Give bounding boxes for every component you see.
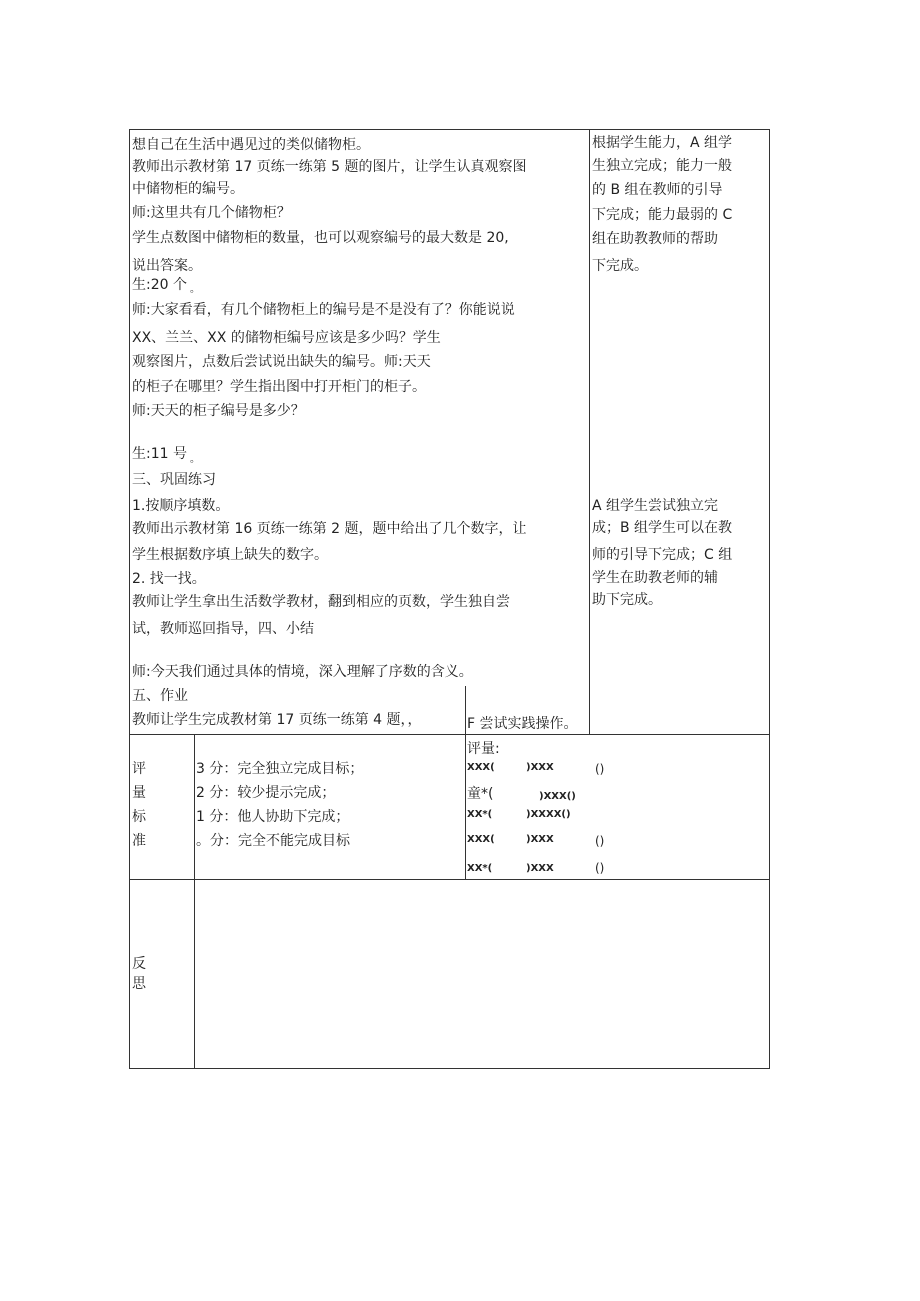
score-name: XXX(	[467, 834, 495, 845]
lesson-text-line: 说出答案。	[132, 258, 202, 274]
lesson-text-mark: 。	[190, 284, 200, 295]
eval-row-top	[129, 734, 770, 735]
eval-label-char: 量	[132, 785, 146, 801]
eval-criterion: 。分：完全不能完成目标	[196, 833, 350, 849]
section-heading: 三、巩固练习	[132, 472, 216, 488]
eval-criterion: 1 分：他人协助下完成；	[196, 809, 350, 825]
lesson-text-line: 试，教师巡回指导，四、小结	[132, 621, 314, 637]
lesson-text-line: 生:11 号	[132, 446, 187, 462]
lesson-text-line: 的柜子在哪里？学生指出图中打开柜门的柜子。	[132, 379, 426, 395]
notes-line: 助下完成。	[592, 592, 662, 608]
reflection-label-char: 思	[132, 976, 146, 992]
eval-criterion: 2 分：较少提示完成；	[196, 785, 336, 801]
lesson-text-line: F 尝试实践操作。	[467, 716, 578, 732]
score-name: XX*(	[467, 863, 493, 874]
section-heading: 五、作业	[132, 688, 188, 704]
score-blank: ()	[595, 762, 605, 776]
notes-line: 学生在助教老师的辅	[592, 570, 718, 586]
homework-divider	[465, 686, 466, 880]
reflection-label-char: 反	[132, 956, 146, 972]
score-name: 童*(	[467, 786, 494, 802]
notes-line: A 组学生尝试独立完	[592, 498, 719, 514]
lesson-text-line: XX、兰兰、XX 的储物柜编号应该是多少吗？学生	[132, 330, 441, 346]
score-value: )XXX	[526, 863, 554, 874]
notes-column-divider	[589, 129, 590, 734]
lesson-text-line: 1.按顺序填数。	[132, 498, 230, 514]
eval-label-char: 标	[132, 809, 146, 825]
lesson-text-line: 生:20 个	[132, 277, 187, 293]
table-bottom-border	[129, 1068, 770, 1069]
lesson-text-line: 学生根据数序填上缺失的数字。	[132, 547, 328, 563]
lesson-text-line: 教师让学生完成教材第 17 页练一练第 4 题，，	[132, 712, 422, 728]
label-column-divider	[194, 734, 195, 1069]
lesson-text-line: 师:大家看看，有几个储物柜上的编号是不是没有了？你能说说	[132, 302, 515, 318]
table-right-border	[769, 129, 770, 1069]
eval-label-char: 准	[132, 833, 146, 849]
eval-label-char: 评	[132, 761, 146, 777]
lesson-text-line: 中储物柜的编号。	[132, 181, 244, 197]
lesson-text-line: 师:今天我们通过具体的情境，深入理解了序数的含义。	[132, 664, 473, 680]
lesson-text-line: 2. 找一找。	[132, 571, 206, 587]
lesson-text-line: 想自己在生活中遇见过的类似储物柜。	[132, 137, 370, 153]
lesson-text-line: 教师出示教材第 17 页练一练第 5 题的图片，让学生认真观察图	[132, 159, 527, 175]
notes-line: 成；B 组学生可以在教	[592, 520, 733, 536]
notes-line: 下完成；能力最弱的 C	[592, 207, 733, 223]
eval-criterion: 3 分：完全独立完成目标；	[196, 761, 364, 777]
lesson-text-line: 教师让学生拿出生活数学教材，翻到相应的页数，学生独自尝	[132, 594, 510, 610]
notes-line: 组在助教教师的帮助	[592, 231, 718, 247]
notes-line: 的 B 组在教师的引导	[592, 182, 723, 198]
score-value: )XXXX()	[526, 809, 571, 820]
lesson-text-line: 师:天天的柜子编号是多少？	[132, 403, 305, 419]
notes-line: 根据学生能力，A 组学	[592, 135, 733, 151]
lesson-text-line: 学生点数图中储物柜的数量，也可以观察编号的最大数是 20,	[132, 230, 509, 246]
score-blank: ()	[595, 861, 605, 875]
score-value: )XXX()	[539, 791, 576, 802]
score-name: XX*(	[467, 809, 493, 820]
lesson-text-line: 教师出示教材第 16 页练一练第 2 题，题中给出了几个数字，让	[132, 521, 527, 537]
score-title: 评量:	[467, 741, 500, 757]
table-top-border	[129, 129, 770, 130]
notes-line: 生独立完成；能力一般	[592, 158, 732, 174]
lesson-text-mark: 。	[190, 454, 200, 465]
reflection-row-top	[129, 879, 770, 880]
score-value: )XXX	[526, 762, 554, 773]
score-blank: ()	[595, 834, 605, 848]
table-left-border	[129, 129, 130, 1069]
lesson-text-line: 师:这里共有几个储物柜？	[132, 205, 291, 221]
score-value: )XXX	[526, 834, 554, 845]
notes-line: 师的引导下完成；C 组	[592, 547, 733, 563]
score-name: XXX(	[467, 762, 495, 773]
lesson-text-line: 观察图片，点数后尝试说出缺失的编号。师:天天	[132, 354, 431, 370]
notes-line: 下完成。	[592, 258, 648, 274]
